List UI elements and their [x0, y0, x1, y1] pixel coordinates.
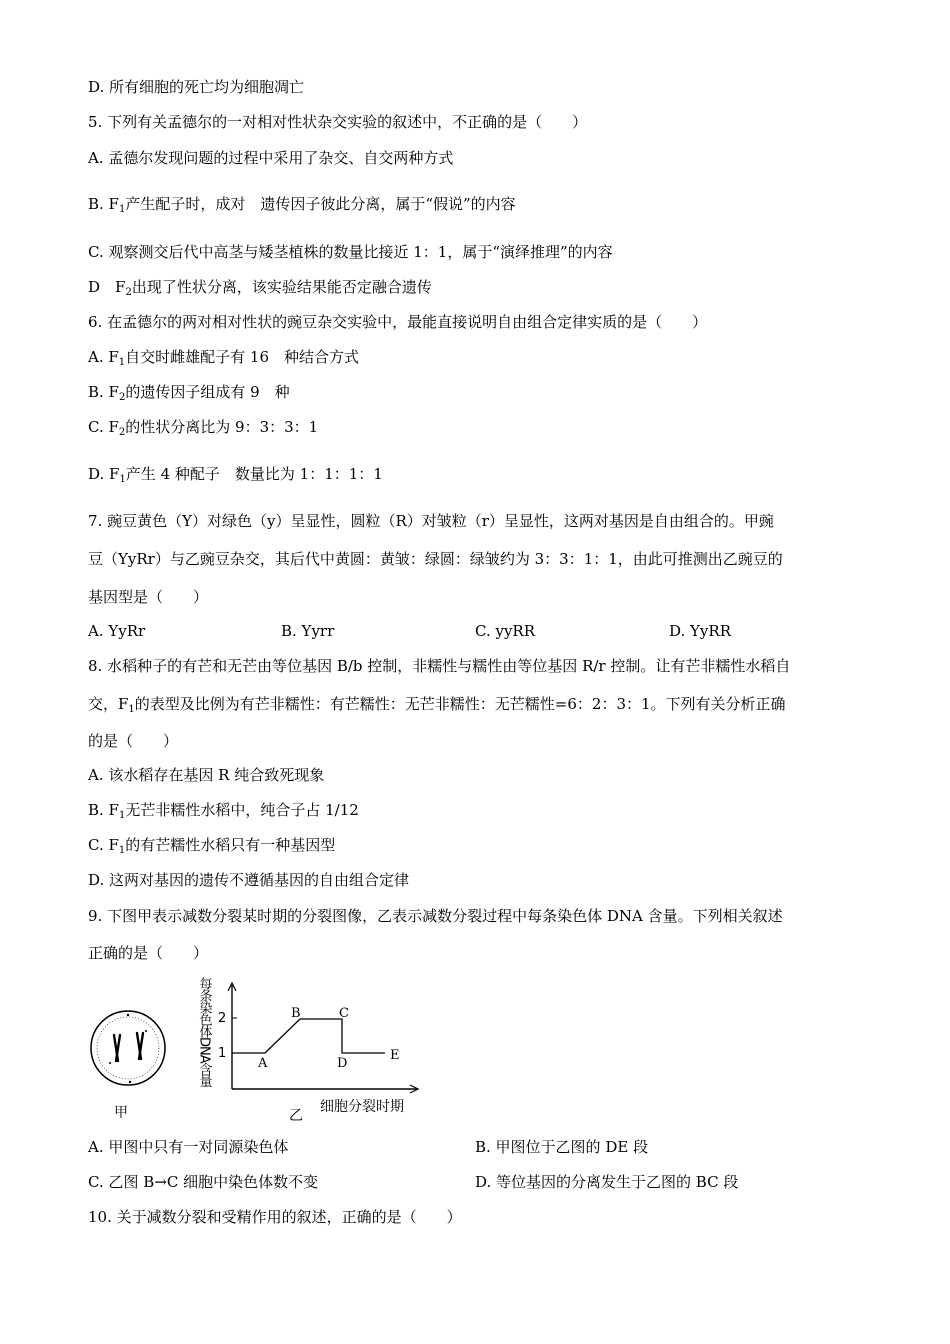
text: D. YyRR: [669, 622, 731, 640]
q8-option-a: [88, 765, 324, 785]
q7-option-d: [669, 621, 731, 641]
text: 交，F: [88, 695, 129, 713]
text: B. F: [88, 801, 119, 819]
point-c: C: [339, 1006, 349, 1021]
text: 8. 水稻种子的有芒和无芒由等位基因 B/b 控制，非糯性与糯性由等位基因 R/r 控制。让有芒非糯性水稻自: [88, 657, 791, 675]
q5-option-b: [88, 194, 516, 220]
text: A. 该水稻存在基因 R 纯合致死现象: [88, 766, 325, 784]
text: A. 甲图中只有一对同源染色体: [88, 1138, 289, 1156]
chromosomes: [114, 1033, 143, 1061]
subscript: 1: [118, 810, 126, 821]
q9-option-a: [88, 1137, 288, 1157]
text: 7. 豌豆黄色（Y）对绿色（y）呈显性，圆粒（R）对皱粒（r）呈显性，这两对基因是自由组合的。甲豌: [88, 512, 774, 530]
q6-option-a: [88, 347, 359, 373]
label-jia: 甲: [114, 1105, 128, 1121]
q8-option-c: [88, 835, 335, 861]
q5-option-d: [88, 277, 432, 303]
q7-option-a: [88, 621, 145, 641]
text: 的是（ ）: [88, 732, 179, 750]
text: 的性状分离比为 9：3：3：1: [125, 418, 319, 436]
text: C. 乙图 B→C 细胞中染色体数不变: [88, 1173, 319, 1191]
cell-diagram: [91, 1011, 165, 1085]
text: 自交时雌雄配子有 16 种结合方式: [125, 348, 360, 366]
q7-option-b: [281, 621, 334, 641]
subscript: 1: [128, 704, 135, 715]
text: 6. 在孟德尔的两对相对性状的豌豆杂交实验中，最能直接说明自由组合定律实质的是（ ）: [88, 313, 708, 331]
subscript: 1: [118, 204, 126, 215]
text: C. yyRR: [475, 622, 536, 640]
question-8-line-1: [88, 656, 790, 676]
x-axis-label: 细胞分裂时期: [320, 1099, 404, 1115]
text: B. F: [88, 383, 119, 401]
graph-yi: [197, 977, 419, 1124]
text: A. F: [88, 348, 119, 366]
text: D F: [88, 278, 126, 296]
text: 9. 下图甲表示减数分裂某时期的分裂图像，乙表示减数分裂过程中每条染色体 DNA 含量。下列相关叙述: [88, 907, 783, 925]
subscript: 2: [125, 287, 132, 298]
point-e: E: [390, 1048, 400, 1063]
text: 的表型及比例为有芒非糯性：有芒糯性：无芒非糯性：无芒糯性=6：2：3：1。下列有关分析正确: [134, 695, 786, 713]
text: 的有芒糯性水稻只有一种基因型: [125, 836, 336, 854]
figure-q9: [80, 975, 440, 1125]
question-9-line-1: [88, 906, 783, 926]
text: 产生配子时，成对 遗传因子彼此分离，属于“假说”的内容: [125, 195, 516, 213]
question-10: [88, 1207, 462, 1227]
label-yi: 乙: [289, 1108, 303, 1124]
text: 无芒非糯性水稻中，纯合子占 1/12: [125, 801, 359, 819]
question-7-line-2: [88, 549, 783, 569]
q9-option-b: [475, 1137, 648, 1157]
question-9-line-2: [88, 943, 208, 963]
point-d: D: [337, 1056, 348, 1071]
text: 豆（YyRr）与乙豌豆杂交，其后代中黄圆：黄皱：绿圆：绿皱约为 3：3：1：1，由此可推测出乙豌豆的: [88, 550, 783, 568]
question-8-line-3: [88, 731, 178, 751]
text: C. F: [88, 836, 119, 854]
text: 10. 关于减数分裂和受精作用的叙述，正确的是（ ）: [88, 1208, 462, 1226]
subscript: 1: [118, 845, 126, 856]
y-axis-label: 每条染色体DNA含量: [196, 977, 212, 1087]
text: B. 甲图位于乙图的 DE 段: [475, 1138, 649, 1156]
text: D. 等位基因的分离发生于乙图的 BC 段: [475, 1173, 739, 1191]
subscript: 1: [118, 357, 126, 368]
text: C. F: [88, 418, 119, 436]
subscript: 1: [119, 474, 126, 485]
q6-option-c: [88, 417, 318, 443]
q9-option-c: [88, 1172, 318, 1192]
text: B. Yyrr: [281, 622, 335, 640]
question-8-line-2: [88, 694, 786, 720]
text: D. F: [88, 465, 120, 483]
question-7-line-3: [88, 587, 208, 607]
point-b: B: [291, 1006, 301, 1021]
text: A. YyRr: [88, 622, 146, 640]
q6-option-d: [88, 464, 383, 490]
question-5: [88, 112, 587, 132]
text: 基因型是（ ）: [88, 588, 209, 606]
q9-option-d: [475, 1172, 738, 1192]
q8-option-b: [88, 800, 359, 826]
q8-option-d: [88, 870, 409, 890]
question-7-line-1: [88, 511, 774, 531]
text: A. 孟德尔发现问题的过程中采用了杂交、自交两种方式: [88, 149, 454, 167]
text: 正确的是（ ）: [88, 944, 209, 962]
tick-1: 1: [218, 1046, 227, 1061]
text: C. 观察测交后代中高茎与矮茎植株的数量比接近 1：1，属于“演绎推理”的内容: [88, 243, 613, 261]
text: 产生 4 种配子 数量比为 1：1：1：1: [125, 465, 383, 483]
text: B. F: [88, 195, 119, 213]
point-a: A: [258, 1056, 268, 1071]
text: D. 所有细胞的死亡均为细胞凋亡: [88, 78, 305, 96]
dna-content-line: [232, 1019, 385, 1053]
q5-option-c: [88, 242, 613, 262]
subscript: 2: [118, 427, 126, 438]
text: D. 这两对基因的遗传不遵循基因的自由组合定律: [88, 871, 410, 889]
question-6: [88, 312, 707, 332]
q7-option-c: [475, 621, 535, 641]
subscript: 2: [118, 392, 126, 403]
q5-option-a: [88, 148, 453, 168]
line-q4d: [88, 77, 304, 97]
text: 5. 下列有关孟德尔的一对相对性状杂交实验的叙述中，不正确的是（ ）: [88, 113, 588, 131]
tick-2: 2: [218, 1011, 227, 1026]
q6-option-b: [88, 382, 290, 408]
text: 出现了性状分离，该实验结果能否定融合遗传: [131, 278, 432, 296]
text: 的遗传因子组成有 9 种: [125, 383, 290, 401]
